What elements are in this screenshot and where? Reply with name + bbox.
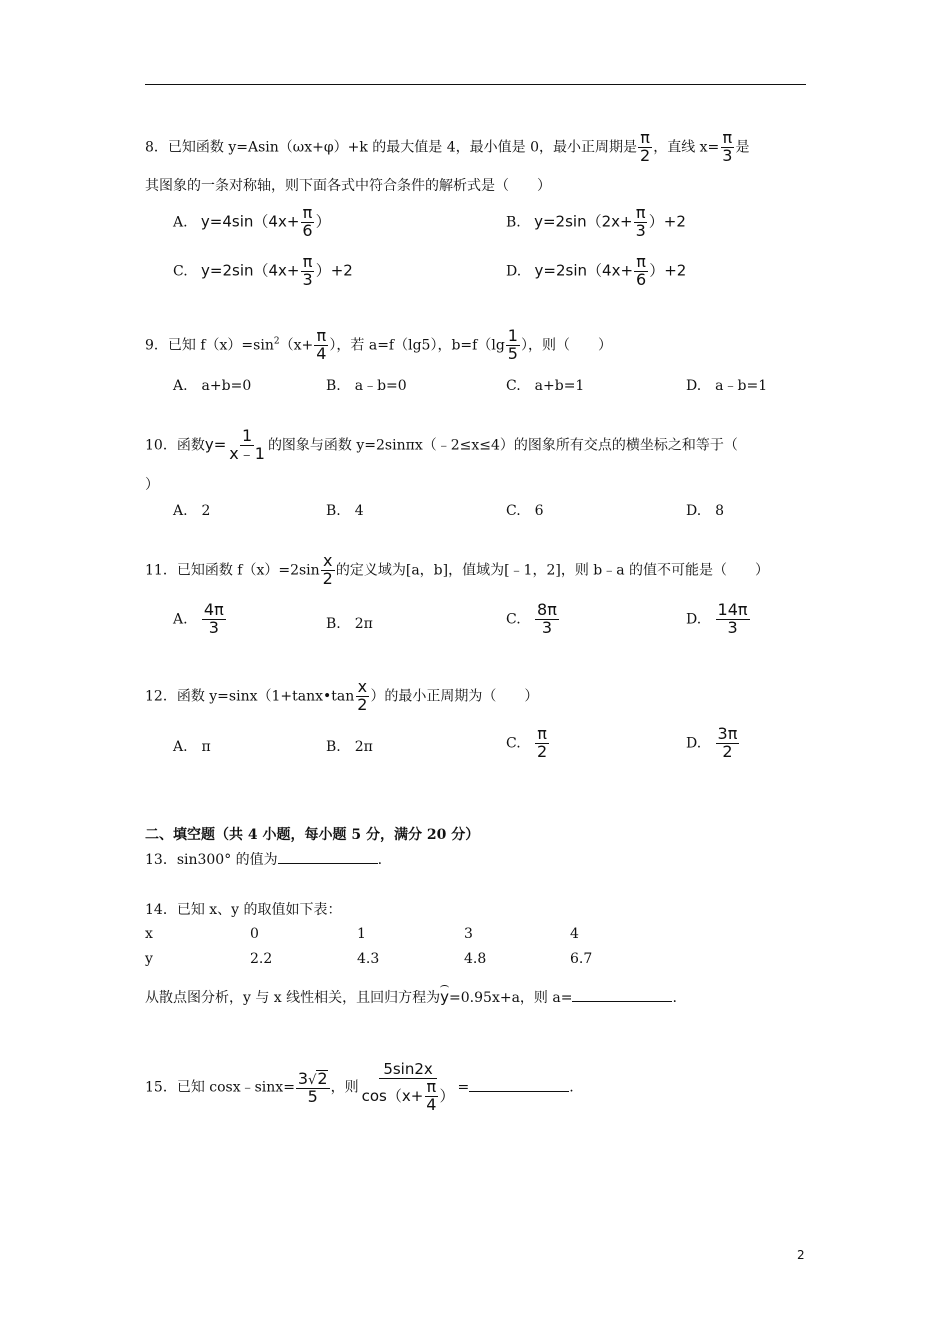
question-9-option-c: C. a+b=1 [506,378,585,394]
fraction-main-expression: 5sin2x cos（x+ $\frac{\pi}{4}$ ） [361,1060,455,1114]
question-10-line-1: 10．函数y= $\frac{1}{x﹣1}$ 的图象与函数 y=2sinπx（﹣2≤x≤4）的图象所有交点的横坐标之和等于（ [145,426,738,463]
question-12-option-c: C. $\frac{\pi}{2}$ [506,724,548,761]
table-y-value: 6.7 [570,951,593,967]
question-8-line-2: 其图象的一条对称轴，则下面各式中符合条件的解析式是（ ） [145,178,551,194]
question-10-line-2: ） [145,477,159,493]
question-10-option-c: C. 6 [506,503,544,519]
section-title-fill-in: 二、填空题（共 4 小题，每小题 5 分，满分 20 分） [145,827,480,843]
question-8-option-d: D. y=2sin（4x+ $\frac{\pi}{6}$ ）+2 [506,252,687,289]
table-y-value: 2.2 [250,951,273,967]
question-11-option-c: C. $\frac{8\pi}{3}$ [506,600,557,637]
question-9-stem: 9．已知 $f(x)=\sin^2(x+$ $\frac{\pi}{4}$ ），若 a=f（lg5），b=f（lg $\frac{1}{5}$ ），则（ ） [145,326,612,363]
question-11-option-a: A. $\frac{4\pi}{3}$ [173,600,224,637]
question-9-option-a: A. a+b=0 [173,378,252,394]
question-9-option-b: B. a﹣b=0 [326,378,407,394]
fraction-pi-over-2: $\frac{\pi}{2}$ [640,128,651,165]
answer-blank-14[interactable] [572,987,672,1002]
question-15: 15．已知 cosx﹣sinx= $\frac{3√2}{5}$ ，则 5sin2x cos（x+ $\frac{\pi}{4}$ ） = . [145,1060,574,1114]
fraction-pi-over-3: $\frac{\pi}{3}$ [722,128,733,165]
question-8-line-1: 8．已知函数 y=Asin（ωx+φ）+k 的最大值是 4，最小值是 0，最小正周期是 $\frac{\pi}{2}$ ，直线 x= $\frac{\pi}{3}$ 是 [145,128,750,165]
table-x-value: 1 [357,926,366,942]
question-11-option-d: D. $\frac{14\pi}{3}$ [686,600,748,637]
table-x-label: x [145,926,153,942]
answer-blank-13[interactable] [278,849,378,864]
page-number: 2 [797,1248,805,1262]
question-13: 13．sin300° 的值为 . [145,849,382,869]
question-12-option-d: D. $\frac{3\pi}{2}$ [686,724,738,761]
question-9-option-d: D. a﹣b=1 [686,378,768,394]
question-10-option-d: D. 8 [686,503,725,519]
fraction-3root2-over-5: $\frac{3√2}{5}$ [297,1068,328,1106]
table-x-value: 3 [464,926,473,942]
table-y-value: 4.8 [464,951,487,967]
question-12-option-b: B. 2π [326,739,373,755]
table-x-value: 0 [250,926,259,942]
question-11-stem: 11．已知函数 f（x）=2sin $\frac{x}{2}$ 的定义域为[a，b]，值域为[﹣1，2]，则 b﹣a 的值不可能是（ ） [145,551,770,588]
question-14-intro: 14．已知 x、y 的取值如下表： [145,902,342,918]
y-hat: y [440,988,450,1006]
question-14-equation-line: 从散点图分析，y 与 x 线性相关，且回归方程为y=0.95x+a，则 a= . [145,988,677,1006]
answer-blank-15[interactable] [469,1077,569,1092]
question-10-option-a: A. 2 [173,503,211,519]
question-10-option-b: B. 4 [326,503,364,519]
table-y-value: 4.3 [357,951,380,967]
question-11-option-b: B. 2π [326,616,373,632]
question-12-stem: 12．函数 y=sinx（1+tanx•tan $\frac{x}{2}$ ）的最小正周期为（ ） [145,677,539,714]
header-rule [145,84,806,85]
question-12-option-a: A. π [173,739,211,755]
table-y-label: y [145,951,153,967]
table-x-value: 4 [570,926,579,942]
question-8-option-c: C. y=2sin（4x+ $\frac{\pi}{3}$ ）+2 [173,252,353,289]
question-8-option-b: B. y=2sin（2x+ $\frac{\pi}{3}$ ）+2 [506,203,686,240]
question-8-option-a: A. y=4sin（4x+ $\frac{\pi}{6}$ ） [173,203,331,240]
